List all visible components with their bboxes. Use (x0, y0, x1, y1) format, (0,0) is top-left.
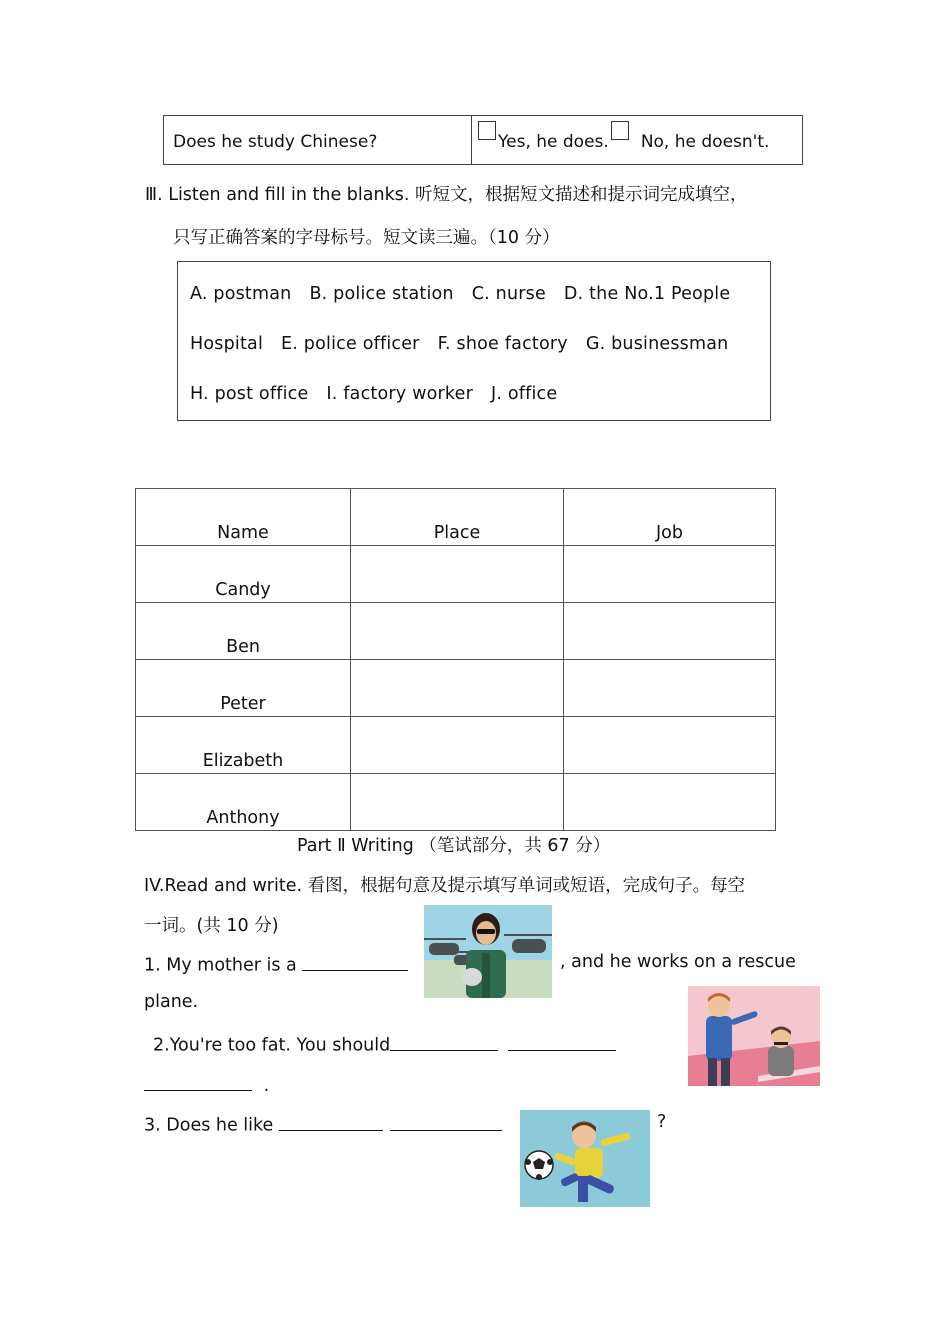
question-text: Does he study Chinese? (173, 132, 378, 152)
part2-title: Part Ⅱ Writing （笔试部分，共 67 分） (297, 836, 611, 856)
question-1 (144, 952, 408, 976)
q1-blank[interactable] (302, 952, 408, 971)
place-answer-cell[interactable] (351, 603, 564, 660)
yes-checkbox[interactable] (478, 121, 496, 140)
answer-cell (472, 116, 802, 164)
section4-instruction-2: 一词。(共 10 分) (144, 916, 279, 936)
row-name: Candy (136, 546, 351, 603)
job-answer-cell[interactable] (564, 774, 776, 831)
option-a: A. postman (190, 284, 292, 304)
options-line-1 (190, 284, 730, 304)
question-3 (144, 1112, 502, 1136)
q2-text-before: 2.You're too fat. You should (153, 1035, 391, 1056)
job-answer-cell[interactable] (564, 546, 776, 603)
header-place: Place (351, 489, 564, 546)
header-job: Job (564, 489, 776, 546)
table-row (136, 774, 776, 831)
options-box (177, 261, 771, 421)
row-name: Peter (136, 660, 351, 717)
option-f: F. shoe factory (437, 334, 568, 354)
options-line-3 (190, 384, 557, 404)
row-name: Elizabeth (136, 717, 351, 774)
place-answer-cell[interactable] (351, 660, 564, 717)
answer-yes: Yes, he does. (498, 132, 609, 152)
section3-instruction-2: 只写正确答案的字母标号。短文读三遍。（10 分） (173, 228, 560, 248)
header-name: Name (136, 489, 351, 546)
no-checkbox[interactable] (611, 121, 629, 140)
exercise-picture (688, 986, 820, 1086)
q2-blank-2[interactable] (508, 1032, 616, 1051)
yes-no-table (163, 115, 803, 165)
table-row (136, 660, 776, 717)
q2-blank-1[interactable] (390, 1032, 498, 1051)
q2-end: . (263, 1075, 270, 1096)
option-h: H. post office (190, 384, 309, 404)
option-e: E. police officer (281, 334, 420, 354)
option-d-cont: Hospital (190, 334, 264, 354)
option-d: D. the No.1 People (563, 284, 731, 304)
q3-blank-2[interactable] (390, 1112, 502, 1131)
pilot-picture (424, 905, 552, 998)
place-answer-cell[interactable] (351, 774, 564, 831)
section3-instruction-1: Ⅲ. Listen and fill in the blanks. 听短文，根据短文描述和提示词完成填空， (145, 185, 748, 205)
q3-text-before: 3. Does he like (144, 1115, 274, 1136)
question-2 (153, 1032, 616, 1056)
table-row (136, 603, 776, 660)
job-answer-cell[interactable] (564, 660, 776, 717)
q3-end: ? (657, 1112, 667, 1132)
table-header-row (136, 489, 776, 546)
q1-text-before: 1. My mother is a (144, 955, 297, 976)
football-picture (520, 1110, 650, 1207)
q2-blank-3[interactable] (144, 1072, 252, 1091)
option-b: B. police station (309, 284, 454, 304)
option-c: C. nurse (471, 284, 546, 304)
place-answer-cell[interactable] (351, 546, 564, 603)
q3-blank-1[interactable] (279, 1112, 383, 1131)
job-answer-cell[interactable] (564, 717, 776, 774)
q1-text-cont: plane. (144, 992, 199, 1012)
option-i: I. factory worker (326, 384, 473, 404)
table-row (136, 717, 776, 774)
option-j: J. office (490, 384, 558, 404)
row-name: Ben (136, 603, 351, 660)
question-cell (164, 116, 472, 164)
section4-instruction-1: IV.Read and write. 看图，根据句意及提示填写单词或短语，完成句子。每空 (144, 876, 746, 896)
answer-no: No, he doesn't. (640, 132, 770, 152)
options-line-2 (190, 334, 728, 354)
name-place-job-table (135, 488, 776, 831)
q1-text-after: , and he works on a rescue (560, 952, 796, 972)
question-2-cont (144, 1072, 269, 1096)
table-row (136, 546, 776, 603)
job-answer-cell[interactable] (564, 603, 776, 660)
option-g: G. businessman (585, 334, 729, 354)
place-answer-cell[interactable] (351, 717, 564, 774)
row-name: Anthony (136, 774, 351, 831)
